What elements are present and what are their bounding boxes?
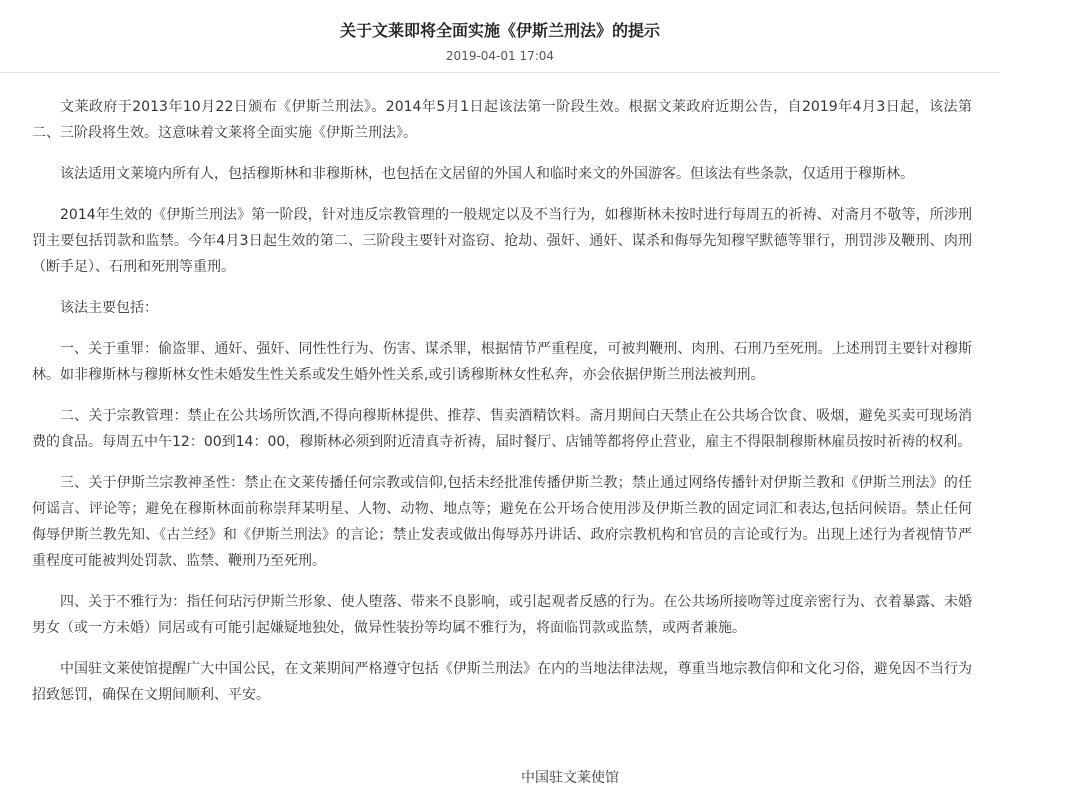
paragraph-embassy-reminder: 中国驻文莱使馆提醒广大中国公民，在文莱期间严格遵守包括《伊斯兰刑法》在内的当地法律法规，尊重当地宗教信仰和文化习俗，避免因不当行为招致惩罚，确保在文期间顺利、平安。 [32, 661, 972, 703]
article-header [0, 0, 1000, 73]
paragraph-indecent-behavior: 四、关于不雅行为：指任何玷污伊斯兰形象、使人堕落、带来不良影响，或引起观者反感的行为。在公共场所接吻等过度亲密行为、衣着暴露、未婚男女（或一方未婚）同居或有可能引起嫌疑地独处，做异性装扮等均属不雅行为，将面临罚款或监禁，或两者兼施。 [32, 594, 972, 636]
paragraph-religious-sanctity: 三、关于伊斯兰宗教神圣性：禁止在文莱传播任何宗教或信仰,包括未经批准传播伊斯兰教；禁止通过网络传播针对伊斯兰教和《伊斯兰刑法》的任何谣言、评论等；避免在穆斯林面前称崇拜某明星、人物、动物、地点等；避免在公开场合使用涉及伊斯兰教的固定词汇和表达,包括问候语。禁止任何侮辱伊斯兰教先知、《古兰经》和《伊斯兰刑法》的言论；禁止发表或做出侮辱苏丹讲话、政府宗教机构和官员的言论或行为。出现上述行为者视情节严重程度可能被判处罚款、监禁、鞭刑乃至死刑。 [32, 475, 972, 569]
paragraph-religious-management: 二、关于宗教管理：禁止在公共场所饮酒,不得向穆斯林提供、推荐、售卖酒精饮料。斋月期间白天禁止在公共场合饮食、吸烟，避免买卖可现场消费的食品。每周五中午12：00到14：00，穆斯林必须到附近清真寺祈祷，届时餐厅、店铺等都将停止营业，雇主不得限制穆斯林雇员按时祈祷的权利。 [32, 408, 972, 450]
paragraph-main-contents: 该法主要包括： [60, 300, 158, 316]
paragraph-serious-crimes: 一、关于重罪：偷盗罪、通奸、强奸、同性性行为、伤害、谋杀罪，根据情节严重程度，可被判鞭刑、肉刑、石刑乃至死刑。上述刑罚主要针对穆斯林。如非穆斯林与穆斯林女性未婚发生性关系或发生婚外性关系,或引诱穆斯林女性私奔，亦会依据伊斯兰刑法被判刑。 [32, 341, 972, 383]
paragraph-phases: 2014年生效的《伊斯兰刑法》第一阶段，针对违反宗教管理的一般规定以及不当行为，如穆斯林未按时进行每周五的祈祷、对斋月不敬等，所涉刑罚主要包括罚款和监禁。今年4月3日起生效的第二、三阶段主要针对盗窃、抢劫、强奸、通奸、谋杀和侮辱先知穆罕默德等罪行，刑罚涉及鞭刑、肉刑（断手足）、石刑和死刑等重刑。 [32, 207, 972, 275]
publish-date: 2019-04-01 17:04 [445, 49, 555, 63]
article-body [32, 94, 972, 723]
article-title: 关于文莱即将全面实施《伊斯兰刑法》的提示 [339, 21, 660, 40]
embassy-signature: 中国驻文莱使馆 [521, 770, 619, 786]
paragraph-intro: 文莱政府于2013年10月22日颁布《伊斯兰刑法》。2014年5月1日起该法第一阶段生效。根据文莱政府近期公告，自2019年4月3日起，该法第二、三阶段将生效。这意味着文莱将全面实施《伊斯兰刑法》。 [32, 99, 972, 141]
paragraph-scope: 该法适用文莱境内所有人，包括穆斯林和非穆斯林，也包括在文居留的外国人和临时来文的外国游客。但该法有些条款，仅适用于穆斯林。 [60, 166, 914, 182]
